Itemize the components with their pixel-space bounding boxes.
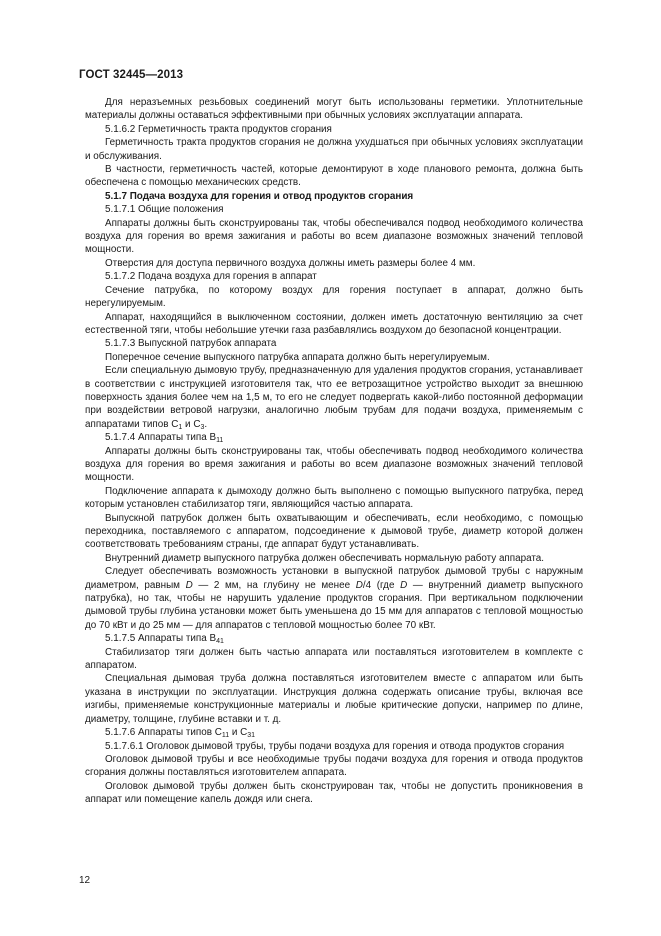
text-run: Если специальную дымовую трубу, предназначенную для удаления продуктов сгорания, устанавливает в соответствии с инструкцией изготовителя так, что ее ветрозащитное устройство выходит за внешнюю поверхность здания более чем на 1,5 м, то его не следует подвергать какой-либо постоянной деформации при воздействии ветровой нагрузки, аналогично любым трубам для подачи воздуха, применяемым с аппаратами типов С (85, 365, 583, 430)
text-run: и С (182, 418, 201, 430)
paragraph (85, 672, 583, 726)
text-run: 5.1.7.3 Выпускной патрубок аппарата (105, 338, 277, 350)
subscript: 11 (221, 732, 230, 740)
paragraph (85, 203, 583, 216)
text-run: — внутренний диаметр выпускного патрубка), но так, чтобы не нарушить удаление продуктов сгорания. При вертикальном подключении дымовой трубы глубина установки может быть уменьшена до 15 мм для аппаратов с тепловой мощностью до 70 кВт и до 25 мм — для аппаратов с тепловой мощностью более 70 кВт. (85, 579, 583, 631)
paragraph (85, 780, 583, 807)
paragraph (85, 257, 583, 270)
text-run: D (355, 579, 363, 591)
text-run: Герметичность тракта продуктов сгорания не должна ухудшаться при обычных условиях эксплуатации и обслуживания. (85, 137, 583, 162)
paragraph (85, 364, 583, 431)
paragraph (85, 552, 583, 565)
text-run: — 2 мм, на глубину не менее (192, 579, 356, 591)
text-run: 5.1.7.4 Аппараты типа B (105, 432, 217, 444)
paragraph (85, 632, 583, 645)
paragraph (85, 445, 583, 485)
paragraph (85, 311, 583, 338)
text-run: Оголовок дымовой трубы должен быть сконструирован так, чтобы не допустить проникновения в аппарат или помещение капель дождя или снега. (85, 780, 583, 806)
paragraph (85, 284, 583, 311)
text-run: Следует обеспечивать возможность установки в выпускной патрубок дымовой трубы с наружным диаметром, равным (85, 566, 583, 591)
text-run: Аппарат, находящийся в выключенном состоянии, должен иметь достаточную вентиляцию за счет естественной тяги, чтобы небольшие утечки газа разбавлялись воздухом до безопасной концентрации. (85, 311, 583, 336)
page-number: 12 (79, 875, 91, 886)
text-run: 5.1.7 Подача воздуха для горения и отвод продуктов сгорания (105, 190, 414, 202)
text-run: 5.1.7.6.1 Оголовок дымовой трубы, трубы подачи воздуха для горения и отвода продуктов сгорания (105, 740, 565, 752)
subscript: 41 (216, 638, 224, 646)
text-run: Для неразъемных резьбовых соединений могут быть использованы герметики. Уплотнительные материалы должны оставаться эффективными при обычных условиях эксплуатации аппарата. (85, 97, 583, 122)
paragraph (85, 431, 583, 444)
text-run: 5.1.7.2 Подача воздуха для горения в аппарат (105, 271, 317, 283)
text-run: Внутренний диаметр выпускного патрубка должен обеспечивать нормальную работу аппарата. (105, 552, 545, 564)
text-run: 5.1.7.1 Общие положения (105, 204, 224, 216)
paragraph (85, 512, 583, 552)
paragraph (85, 190, 583, 203)
paragraph (85, 337, 583, 350)
text-run: Поперечное сечение выпускного патрубка аппарата должно быть нерегулируемым. (105, 351, 490, 363)
text-run: Стабилизатор тяги должен быть частью аппарата или поставляться изготовителем в комплекте с аппаратом. (85, 646, 583, 672)
text-run: 5.1.7.5 Аппараты типа B (105, 633, 217, 645)
text-run: Выпускной патрубок должен быть охватывающим и обеспечивать, если необходимо, с помощью переходника, поставляемого с аппаратом, подсоединение к дымовой трубе, диаметр которой должен соответствовать требованиям страны, где аппарат будут устанавливать. (85, 512, 583, 551)
text-run: . (204, 418, 208, 430)
paragraph (85, 123, 583, 136)
text-run: В частности, герметичность частей, которые демонтируют в ходе планового ремонта, должна быть обеспечена с помощью механических средств. (85, 164, 583, 189)
text-run: Специальная дымовая труба должна поставляться изготовителем вместе с аппаратом или быть указана в инструкции по эксплуатации. Инструкция должна содержать описание трубы, включая все изгибы, применяемые конструкционные материалы и любые критические допуски, например по длине, диаметру, толщине, глубине вставки и т. д. (85, 673, 583, 725)
paragraph (85, 726, 583, 739)
standard-header: ГОСТ 32445—2013 (79, 69, 184, 81)
text-run: Подключение аппарата к дымоходу должно быть выполнено с помощью выпускного патрубка, перед которым установлен стабилизатор тяги, являющийся частью аппарата. (85, 485, 583, 511)
paragraph (85, 163, 583, 190)
paragraph (85, 136, 583, 163)
paragraph (85, 96, 583, 123)
text-run: Аппараты должны быть сконструированы так, чтобы обеспечивался подвод необходимого количества воздуха для горения во время зажигания и работы во всем диапазоне возможных значений тепловой мощности. (85, 217, 583, 256)
text-run: 5.1.6.2 Герметичность тракта продуктов сгорания (105, 123, 332, 135)
paragraph (85, 646, 583, 673)
text-run: D (185, 579, 193, 591)
text-run: Аппараты должны быть сконструированы так, чтобы обеспечивать подвод необходимого количества воздуха для горения во время зажигания и работы во всем диапазоне возможных значений тепловой мощности. (85, 445, 583, 484)
subscript: 3 (200, 423, 205, 431)
text-run: Отверстия для доступа первичного воздуха должны иметь размеры более 4 мм. (105, 257, 476, 269)
subscript: 31 (247, 732, 256, 740)
paragraph (85, 351, 583, 364)
text-run: D (400, 579, 408, 591)
document-body (85, 96, 583, 807)
paragraph (85, 217, 583, 257)
paragraph (85, 753, 583, 780)
text-run: Сечение патрубка, по которому воздух для горения поступает в аппарат, должно быть нерегулируемым. (85, 284, 583, 310)
paragraph (85, 565, 583, 632)
text-run: Оголовок дымовой трубы и все необходимые трубы подачи воздуха для горения и отвода продуктов сгорания должны поставляться изготовителем аппарата. (85, 753, 583, 779)
paragraph (85, 740, 583, 753)
paragraph (85, 270, 583, 283)
subscript: 1 (178, 423, 183, 431)
paragraph (85, 485, 583, 512)
text-run: и С (229, 727, 248, 739)
subscript: 11 (216, 437, 224, 445)
text-run: /4 (где (362, 579, 401, 591)
text-run: 5.1.7.6 Аппараты типов С (105, 727, 222, 739)
